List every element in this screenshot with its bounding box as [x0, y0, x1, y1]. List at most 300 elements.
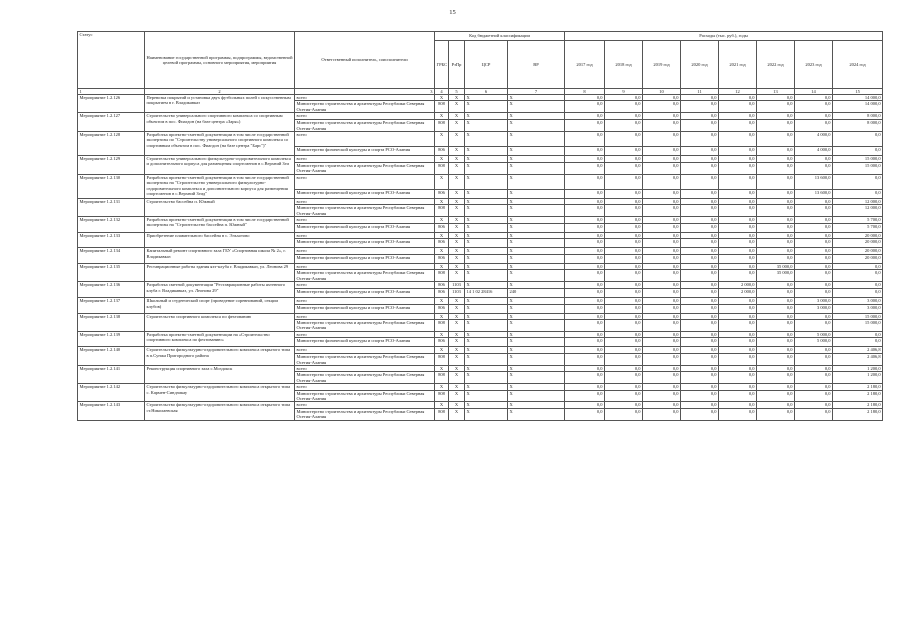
- row-value: 0,0: [565, 282, 605, 289]
- column-number: 1: [78, 89, 145, 95]
- row-value: 0,0: [605, 365, 643, 371]
- header-name: Наименование государственной программы, подпрограммы, ведомственной целевой программы, основного мероприятия, мероприятия: [145, 32, 295, 89]
- row-value: 35 000,0: [757, 263, 795, 269]
- row-status: Мероприятие 1.2.133: [78, 233, 145, 248]
- row-value: 0,0: [757, 120, 795, 132]
- row-vr: X: [508, 147, 565, 156]
- row-value: 4 000,0: [795, 132, 833, 147]
- row-value: 0,0: [605, 217, 643, 224]
- row-value: 0,0: [681, 120, 719, 132]
- row-value: 0,0: [719, 95, 757, 101]
- row-grbs: 806: [435, 239, 449, 248]
- row-rzpr: X: [449, 198, 465, 204]
- row-vr: X: [508, 331, 565, 337]
- header-year: 2020 год: [681, 41, 719, 89]
- row-value: 0,0: [681, 384, 719, 390]
- row-value: 0,0: [795, 101, 833, 113]
- row-value: 0,0: [795, 390, 833, 402]
- row-value: 0,0: [757, 224, 795, 233]
- row-value: 0,0: [719, 319, 757, 331]
- row-value: 0,0: [605, 101, 643, 113]
- row-value: 12 000,0: [833, 205, 883, 217]
- header-year: 2021 год: [719, 41, 757, 89]
- row-rzpr: X: [449, 248, 465, 254]
- column-number: 11: [681, 89, 719, 95]
- row-rzpr: X: [449, 372, 465, 384]
- row-rzpr: X: [449, 189, 465, 198]
- row-value: 15 000,0: [833, 163, 883, 175]
- row-value: 0,0: [643, 408, 681, 420]
- row-value: 0,0: [681, 239, 719, 248]
- row-value: 0,0: [605, 233, 643, 239]
- row-value: 0,0: [757, 298, 795, 304]
- row-grbs: X: [435, 198, 449, 204]
- row-value: 0,0: [565, 233, 605, 239]
- row-vr: X: [508, 372, 565, 384]
- row-value: 0,0: [795, 372, 833, 384]
- row-value: 0,0: [643, 347, 681, 354]
- row-csr: X: [465, 224, 508, 233]
- row-value: 0,0: [833, 189, 883, 198]
- row-value: 0,0: [757, 365, 795, 371]
- row-executor: Министерство физической культуры и спорта РСО-Алания: [295, 304, 435, 313]
- row-status: Мероприятие 1.2.128: [78, 132, 145, 156]
- row-rzpr: X: [449, 354, 465, 366]
- row-value: 0,0: [719, 331, 757, 337]
- row-rzpr: X: [449, 205, 465, 217]
- row-value: 0,0: [565, 390, 605, 402]
- row-rzpr: X: [449, 347, 465, 354]
- row-value: 0,0: [757, 331, 795, 337]
- row-status: Мероприятие 1.2.132: [78, 217, 145, 233]
- row-csr: X: [465, 113, 508, 120]
- row-value: 20 000,0: [833, 248, 883, 254]
- row-executor: Министерство строительства и архитектуры Республики Северная Осетия-Алания: [295, 372, 435, 384]
- column-number: 8: [565, 89, 605, 95]
- row-value: 8 000,0: [833, 120, 883, 132]
- row-value: 5 700,0: [833, 217, 883, 224]
- row-rzpr: X: [449, 156, 465, 163]
- row-vr: X: [508, 384, 565, 390]
- row-value: 0,0: [719, 205, 757, 217]
- row-csr: X: [465, 163, 508, 175]
- row-name: Разработка проектно-сметной документации в том числе государственной экспертизы на "Строительство бассейна п. Южный": [145, 217, 295, 233]
- row-value: 0,0: [643, 248, 681, 254]
- row-rzpr: X: [449, 174, 465, 189]
- row-vr: X: [508, 263, 565, 269]
- row-value: 1 200,0: [833, 365, 883, 371]
- row-grbs: 808: [435, 163, 449, 175]
- row-csr: 14 1 02 28416: [465, 289, 508, 298]
- row-value: 20 000,0: [833, 254, 883, 263]
- row-value: 0,0: [605, 239, 643, 248]
- row-csr: X: [465, 304, 508, 313]
- row-csr: X: [465, 248, 508, 254]
- row-executor: всего: [295, 198, 435, 204]
- row-value: 0,0: [757, 289, 795, 298]
- row-vr: X: [508, 365, 565, 371]
- row-rzpr: X: [449, 147, 465, 156]
- row-value: 0,0: [795, 319, 833, 331]
- row-value: 0,0: [757, 132, 795, 147]
- header-year: 2017 год: [565, 41, 605, 89]
- row-value: 0,0: [681, 372, 719, 384]
- row-status: Мероприятие 1.2.138: [78, 313, 145, 331]
- row-vr: 240: [508, 289, 565, 298]
- row-value: 0,0: [681, 331, 719, 337]
- row-csr: X: [465, 189, 508, 198]
- row-grbs: X: [435, 95, 449, 101]
- row-executor: всего: [295, 298, 435, 304]
- budget-table: [77, 31, 883, 421]
- row-value: 20 000,0: [833, 239, 883, 248]
- row-value: 0,0: [795, 270, 833, 282]
- row-vr: X: [508, 189, 565, 198]
- table-row: [78, 282, 883, 289]
- row-value: 0,0: [643, 384, 681, 390]
- row-name: Строительство универсального спортивного комплекса со спортивным объектом в пос. Фиагдон (на базе центра «Заря»): [145, 113, 295, 132]
- row-grbs: 808: [435, 408, 449, 420]
- row-value: 0,0: [565, 189, 605, 198]
- row-value: 0,0: [565, 198, 605, 204]
- row-value: 0,0: [719, 120, 757, 132]
- row-value: 0,0: [605, 347, 643, 354]
- column-number: 10: [643, 89, 681, 95]
- row-value: 0,0: [643, 263, 681, 269]
- row-value: 20 000,0: [833, 233, 883, 239]
- row-vr: X: [508, 198, 565, 204]
- row-value: 0,0: [757, 248, 795, 254]
- row-vr: X: [508, 282, 565, 289]
- row-value: 0,0: [833, 289, 883, 298]
- row-vr: X: [508, 156, 565, 163]
- column-number: 9: [605, 89, 643, 95]
- row-value: 0,0: [681, 147, 719, 156]
- row-name: Капитальный ремонт спортивного зала ГБУ «Спортивная школа № 2», г. Владикавказ: [145, 248, 295, 263]
- row-value: 0,0: [757, 156, 795, 163]
- row-grbs: X: [435, 347, 449, 354]
- row-value: 0,0: [565, 298, 605, 304]
- row-value: 0,0: [565, 95, 605, 101]
- row-value: 0,0: [605, 390, 643, 402]
- row-value: 0,0: [643, 156, 681, 163]
- row-value: 0,0: [565, 101, 605, 113]
- row-value: 0,0: [681, 248, 719, 254]
- row-csr: X: [465, 354, 508, 366]
- row-value: 0,0: [643, 282, 681, 289]
- row-status: Мероприятие 1.2.140: [78, 347, 145, 366]
- row-value: 0,0: [565, 254, 605, 263]
- row-value: 0,0: [643, 270, 681, 282]
- row-value: 0,0: [719, 263, 757, 269]
- row-value: 0,0: [719, 254, 757, 263]
- row-rzpr: X: [449, 217, 465, 224]
- row-value: 0,0: [565, 217, 605, 224]
- row-executor: всего: [295, 132, 435, 147]
- row-status: Мероприятие 1.2.129: [78, 156, 145, 175]
- row-executor: Министерство физической культуры и спорта РСО-Алания: [295, 224, 435, 233]
- row-value: 0,0: [757, 198, 795, 204]
- row-name: Строительство бассейна п. Южный: [145, 198, 295, 216]
- row-executor: Министерство строительства и архитектуры Республики Северная Осетия-Алания: [295, 163, 435, 175]
- row-value: 0,0: [643, 289, 681, 298]
- row-grbs: 806: [435, 304, 449, 313]
- row-value: 0,0: [681, 354, 719, 366]
- row-csr: X: [465, 408, 508, 420]
- row-value: 0,0: [643, 354, 681, 366]
- row-value: 3 000,0: [795, 298, 833, 304]
- row-value: 13 600,0: [795, 189, 833, 198]
- row-name: Перевозка покрытий и установка двух футбольных полей с искусственным покрытием в г. Владикавказ: [145, 95, 295, 113]
- row-value: 0,0: [605, 254, 643, 263]
- row-csr: X: [465, 95, 508, 101]
- row-value: 0,0: [757, 304, 795, 313]
- row-rzpr: X: [449, 319, 465, 331]
- row-grbs: 806: [435, 224, 449, 233]
- row-vr: X: [508, 390, 565, 402]
- row-vr: X: [508, 270, 565, 282]
- row-csr: X: [465, 390, 508, 402]
- row-value: 0,0: [605, 113, 643, 120]
- row-value: 0,0: [681, 254, 719, 263]
- row-value: 0,0: [605, 248, 643, 254]
- row-vr: X: [508, 254, 565, 263]
- row-value: 0,0: [681, 163, 719, 175]
- row-csr: X: [465, 372, 508, 384]
- row-value: 0,0: [605, 319, 643, 331]
- row-value: 0,0: [681, 390, 719, 402]
- header-year: 2019 год: [643, 41, 681, 89]
- row-csr: X: [465, 331, 508, 337]
- row-csr: X: [465, 313, 508, 319]
- row-status: Мероприятие 1.2.137: [78, 298, 145, 313]
- row-value: 0,0: [757, 189, 795, 198]
- row-value: 0,0: [833, 282, 883, 289]
- row-rzpr: X: [449, 390, 465, 402]
- row-rzpr: 1103: [449, 289, 465, 298]
- row-value: 0,0: [605, 354, 643, 366]
- row-value: 0,0: [719, 224, 757, 233]
- row-value: 0,0: [605, 372, 643, 384]
- row-csr: X: [465, 217, 508, 224]
- row-value: 0,0: [681, 189, 719, 198]
- header-year: 2018 год: [605, 41, 643, 89]
- row-grbs: 808: [435, 101, 449, 113]
- row-value: 0,0: [605, 205, 643, 217]
- row-value: 0,0: [565, 319, 605, 331]
- row-name: Строительство физкультурно-оздоровительного комплекса открытого типа ст.Николаевская: [145, 402, 295, 420]
- row-value: 0,0: [795, 163, 833, 175]
- header-code: ЦСР: [465, 41, 508, 89]
- row-value: 0,0: [757, 174, 795, 189]
- row-value: 0,0: [565, 205, 605, 217]
- row-value: 0,0: [719, 354, 757, 366]
- row-rzpr: X: [449, 365, 465, 371]
- row-grbs: 806: [435, 189, 449, 198]
- row-value: 0,0: [565, 248, 605, 254]
- row-csr: X: [465, 402, 508, 408]
- row-value: 0,0: [757, 163, 795, 175]
- row-value: 0,0: [605, 132, 643, 147]
- row-vr: X: [508, 113, 565, 120]
- row-value: 0,0: [795, 224, 833, 233]
- header-executor: Ответственный исполнитель, соисполнители: [295, 32, 435, 89]
- row-value: 0,0: [565, 384, 605, 390]
- row-vr: X: [508, 298, 565, 304]
- row-value: 0,0: [565, 289, 605, 298]
- row-value: 0,0: [605, 263, 643, 269]
- row-executor: всего: [295, 233, 435, 239]
- row-value: 0,0: [757, 282, 795, 289]
- row-rzpr: X: [449, 384, 465, 390]
- row-vr: X: [508, 217, 565, 224]
- row-status: Мероприятие 1.2.136: [78, 282, 145, 298]
- row-value: 0,0: [643, 174, 681, 189]
- row-value: 0,0: [605, 270, 643, 282]
- row-value: 0,0: [643, 304, 681, 313]
- row-value: 0,0: [757, 390, 795, 402]
- row-rzpr: X: [449, 113, 465, 120]
- table-row: [78, 132, 883, 147]
- row-csr: X: [465, 319, 508, 331]
- row-value: 0,0: [565, 313, 605, 319]
- row-grbs: X: [435, 156, 449, 163]
- row-value: 0,0: [643, 120, 681, 132]
- row-executor: Министерство строительства и архитектуры Республики Северная Осетия-Алания: [295, 390, 435, 402]
- row-vr: X: [508, 95, 565, 101]
- row-value: 0,0: [605, 304, 643, 313]
- row-value: 0,0: [757, 372, 795, 384]
- row-value: 0,0: [757, 95, 795, 101]
- row-value: 0,0: [795, 384, 833, 390]
- row-csr: X: [465, 174, 508, 189]
- row-executor: Министерство физической культуры и спорта РСО-Алания: [295, 289, 435, 298]
- row-name: Разработка проектно-сметной документации на «Строительство спортивного комплекса по фехтованию»: [145, 331, 295, 346]
- column-number: 12: [719, 89, 757, 95]
- row-value: 0,0: [719, 365, 757, 371]
- row-executor: Министерство физической культуры и спорта РСО-Алания: [295, 254, 435, 263]
- row-value: 0,0: [643, 331, 681, 337]
- row-value: 0,0: [795, 365, 833, 371]
- row-value: 14 000,0: [833, 101, 883, 113]
- table-body: [78, 95, 883, 421]
- row-value: 0,0: [643, 101, 681, 113]
- row-value: 3 000,0: [833, 298, 883, 304]
- row-value: 0,0: [643, 390, 681, 402]
- row-value: 0,0: [643, 205, 681, 217]
- row-grbs: 806: [435, 147, 449, 156]
- row-status: Мероприятие 1.2.126: [78, 95, 145, 113]
- row-value: 3 000,0: [833, 304, 883, 313]
- row-grbs: 806: [435, 338, 449, 347]
- row-value: 0,0: [795, 263, 833, 269]
- row-csr: X: [465, 282, 508, 289]
- row-value: 0,0: [565, 402, 605, 408]
- row-value: 0,0: [565, 224, 605, 233]
- row-vr: X: [508, 304, 565, 313]
- row-value: 0,0: [757, 319, 795, 331]
- row-grbs: X: [435, 233, 449, 239]
- page-number: 15: [449, 9, 456, 16]
- row-grbs: X: [435, 384, 449, 390]
- row-value: 0,0: [719, 147, 757, 156]
- column-number: 3: [295, 89, 435, 95]
- row-value: 0,0: [605, 313, 643, 319]
- row-value: 0,0: [681, 95, 719, 101]
- row-name: Строительство физкультурно-оздоровительного комплекса открытого типа с. Кармен-Синдзикау: [145, 384, 295, 402]
- row-grbs: X: [435, 174, 449, 189]
- row-value: 13 600,0: [795, 174, 833, 189]
- row-grbs: 808: [435, 270, 449, 282]
- row-value: 0,0: [795, 120, 833, 132]
- row-value: 0,0: [719, 198, 757, 204]
- row-grbs: X: [435, 113, 449, 120]
- column-number: 7: [508, 89, 565, 95]
- row-csr: X: [465, 365, 508, 371]
- row-value: 0,0: [757, 402, 795, 408]
- row-rzpr: X: [449, 263, 465, 269]
- row-value: 0,0: [719, 384, 757, 390]
- row-value: 0,0: [681, 113, 719, 120]
- row-value: 0,0: [565, 132, 605, 147]
- row-grbs: X: [435, 331, 449, 337]
- row-value: 5 000,0: [795, 331, 833, 337]
- row-vr: X: [508, 408, 565, 420]
- row-value: 0,0: [795, 347, 833, 354]
- row-value: 0,0: [757, 147, 795, 156]
- row-executor: Министерство строительства и архитектуры Республики Северная Осетия-Алания: [295, 408, 435, 420]
- row-value: 0,0: [833, 147, 883, 156]
- row-value: 2 000,0: [719, 282, 757, 289]
- header-year: 2022 год: [757, 41, 795, 89]
- row-value: 0,0: [605, 147, 643, 156]
- row-value: 0,0: [757, 347, 795, 354]
- row-csr: X: [465, 132, 508, 147]
- row-value: 0,0: [605, 384, 643, 390]
- row-rzpr: X: [449, 224, 465, 233]
- row-value: 0,0: [605, 224, 643, 233]
- row-status: Мероприятие 1.2.141: [78, 365, 145, 383]
- row-value: 0,0: [719, 233, 757, 239]
- row-value: 0,0: [643, 372, 681, 384]
- row-value: 0,0: [643, 224, 681, 233]
- row-executor: Министерство строительства и архитектуры Республики Северная Осетия-Алания: [295, 270, 435, 282]
- row-value: 0,0: [795, 254, 833, 263]
- table-row: [78, 113, 883, 120]
- row-vr: X: [508, 205, 565, 217]
- row-value: 0,0: [565, 156, 605, 163]
- row-value: 0,0: [681, 402, 719, 408]
- row-value: 0,0: [681, 319, 719, 331]
- row-status: Мероприятие 1.2.142: [78, 384, 145, 402]
- row-value: 0,0: [605, 338, 643, 347]
- row-vr: X: [508, 120, 565, 132]
- row-csr: X: [465, 147, 508, 156]
- row-executor: всего: [295, 402, 435, 408]
- row-value: 0,0: [757, 205, 795, 217]
- row-value: 0,0: [757, 113, 795, 120]
- column-number: 4: [435, 89, 449, 95]
- row-value: 0,0: [681, 408, 719, 420]
- column-number: 2: [145, 89, 295, 95]
- row-grbs: X: [435, 248, 449, 254]
- row-grbs: X: [435, 217, 449, 224]
- row-name: Разработка проектно-сметной документации в том числе государственной экспертизы по "Строительству универсального спортивного комплекса со спортивным объектом в пос. Фиагдон (на базе центра "Барс")": [145, 132, 295, 156]
- row-value: 0,0: [681, 205, 719, 217]
- row-value: 0,0: [795, 402, 833, 408]
- row-value: 0,0: [565, 174, 605, 189]
- row-name: Разработка сметной документации "Реставрационные работы яхтенного клуба г. Владикавказ, ул. Леонова 29": [145, 282, 295, 298]
